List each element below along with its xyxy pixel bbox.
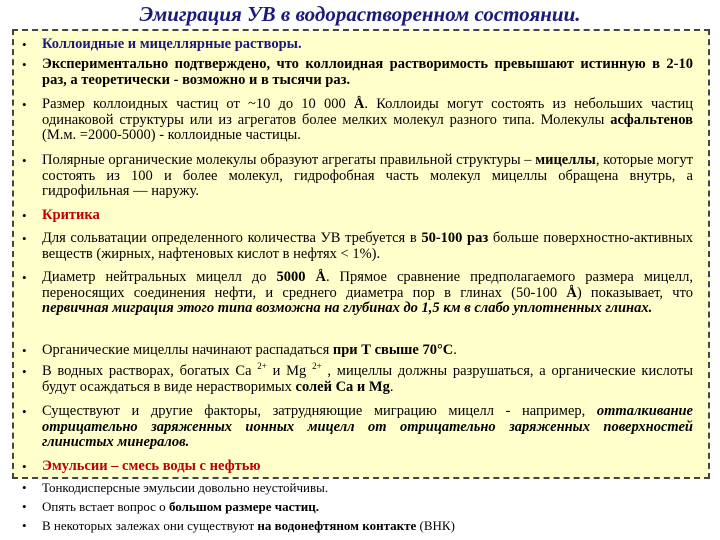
- bullet-icon: •: [22, 459, 27, 474]
- item-text: Для сольватации определенного количества УВ требуется в 50-100 раз больше поверхностно-активных веществ (жирных, нафтеновых кислот в нефтях < 1%).: [42, 230, 694, 262]
- item-text: Опять встает вопрос о большом размере частиц.: [42, 499, 319, 514]
- item-text: Коллоидные и мицеллярные растворы.: [42, 36, 302, 52]
- bullet-icon: •: [22, 57, 27, 72]
- item-text: Тонкодисперсные эмульсии довольно неустойчивы.: [42, 480, 329, 495]
- bullet-icon: •: [22, 364, 27, 379]
- bullet-icon: •: [22, 231, 27, 246]
- item-text: В водных растворах, богатых Са $^{2+}$ и Mg $^{2+}$ , мицеллы должны разрушаться, а органические кислоты будут осаждаться в виде нерастворимых солей Са и Mg.: [42, 361, 694, 395]
- item-text: Экспериментально подтверждено, что коллоидная растворимость превышают истинную в 2-10 раз, а теоретически - возможно и в тысячи раз.: [42, 56, 693, 88]
- item-text: Существуют и другие факторы, затрудняющие миграцию мицелл - например, отталкивание отрицательно заряженных ионных мицелл от отрицательно заряженных поверхностей глинистых минералов.: [42, 403, 693, 450]
- bullet-icon: •: [22, 480, 27, 495]
- bullet-icon: •: [22, 270, 27, 285]
- bullet-icon: •: [22, 97, 27, 112]
- bullet-icon: •: [22, 499, 27, 514]
- bullet-icon: •: [22, 343, 27, 358]
- item-text: Размер коллоидных частиц от ~10 до 10 000 Å. Коллоиды могут состоять из небольших частиц одинаковой структуры или из агрегатов более мелких молекул разного типа. Молекулы асфальтенов (М.м. =2000-5000) - коллоидные частицы.: [42, 96, 694, 143]
- item-text: Органические мицеллы начинают распадаться при Т свыше 70°С.: [42, 342, 457, 358]
- item-text: Полярные органические молекулы образуют агрегаты правильной структуры – мицеллы, которые могут состоять из 100 и более молекул, гидрофобная часть молекул мицеллы обращена внутрь, а гидрофильная — наружу.: [42, 152, 694, 199]
- slide-title: Эмиграция УВ в водорастворенном состоянии.: [139, 2, 581, 26]
- item-text: Критика: [42, 207, 100, 223]
- bullet-icon: •: [22, 518, 27, 533]
- bullet-icon: •: [22, 153, 27, 168]
- bullet-icon: •: [22, 208, 27, 223]
- bullet-icon: •: [22, 404, 27, 419]
- item-text: В некоторых залежах они существуют на водонефтяном контакте (ВНК): [42, 518, 455, 533]
- item-text: Диаметр нейтральных мицелл до 5000 Å. Прямое сравнение предполагаемого размера мицелл, переносящих соединения нефти, и среднего диаметра пор в глинах (50-100 Å) показывает, что первичная миграция этого типа возможна на глубинах до 1,5 км в слабо уплотненных глинах.: [42, 269, 693, 316]
- bullet-icon: •: [22, 37, 27, 52]
- item-text: Эмульсии – смесь воды с нефтью: [42, 458, 261, 474]
